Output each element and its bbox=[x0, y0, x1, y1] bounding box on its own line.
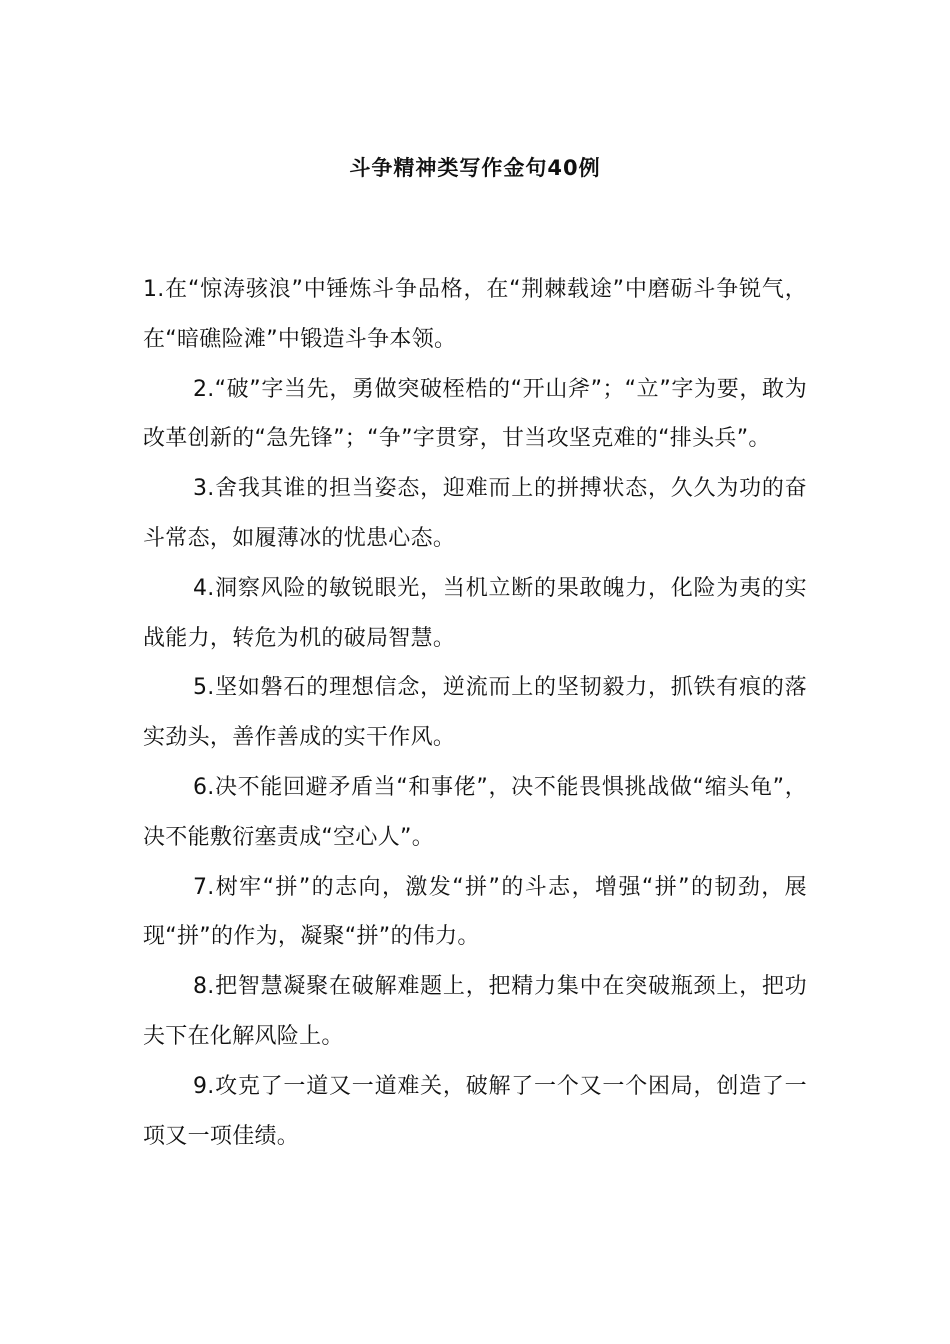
paragraph-3: 3.舍我其谁的担当姿态，迎难而上的拼搏状态，久久为功的奋斗常态，如履薄冰的忧患心态。 bbox=[143, 476, 807, 551]
paragraph-6: 6.决不能回避矛盾当“和事佬”，决不能畏惧挑战做“缩头龟”，决不能敷衍塞责成“空心人”。 bbox=[143, 774, 807, 850]
document-body bbox=[143, 265, 807, 1161]
paragraph-7: 7.树牢“拼”的志向，激发“拼”的斗志，增强“拼”的韧劲，展现“拼”的作为，凝聚“拼”的伟力。 bbox=[143, 874, 807, 950]
paragraph-8: 8.把智慧凝聚在破解难题上，把精力集中在突破瓶颈上，把功夫下在化解风险上。 bbox=[143, 974, 807, 1049]
paragraph-1: 1.在“惊涛骇浪”中锤炼斗争品格，在“荆棘载途”中磨砺斗争锐气，在“暗礁险滩”中锻造斗争本领。 bbox=[143, 277, 807, 352]
paragraph-5: 5.坚如磐石的理想信念，逆流而上的坚韧毅力，抓铁有痕的落实劲头，善作善成的实干作风。 bbox=[143, 675, 807, 751]
paragraph-2: 2.“破”字当先，勇做突破桎梏的“开山斧”；“立”字为要，敢为改革创新的“急先锋”；“争”字贯穿，甘当攻坚克难的“排头兵”。 bbox=[143, 376, 807, 452]
document-title: 斗争精神类写作金句40例 bbox=[349, 156, 601, 180]
paragraph-9: 9.攻克了一道又一道难关，破解了一个又一个困局，创造了一项又一项佳绩。 bbox=[143, 1073, 807, 1149]
paragraph-4: 4.洞察风险的敏锐眼光，当机立断的果敢魄力，化险为夷的实战能力，转危为机的破局智慧。 bbox=[143, 575, 807, 651]
